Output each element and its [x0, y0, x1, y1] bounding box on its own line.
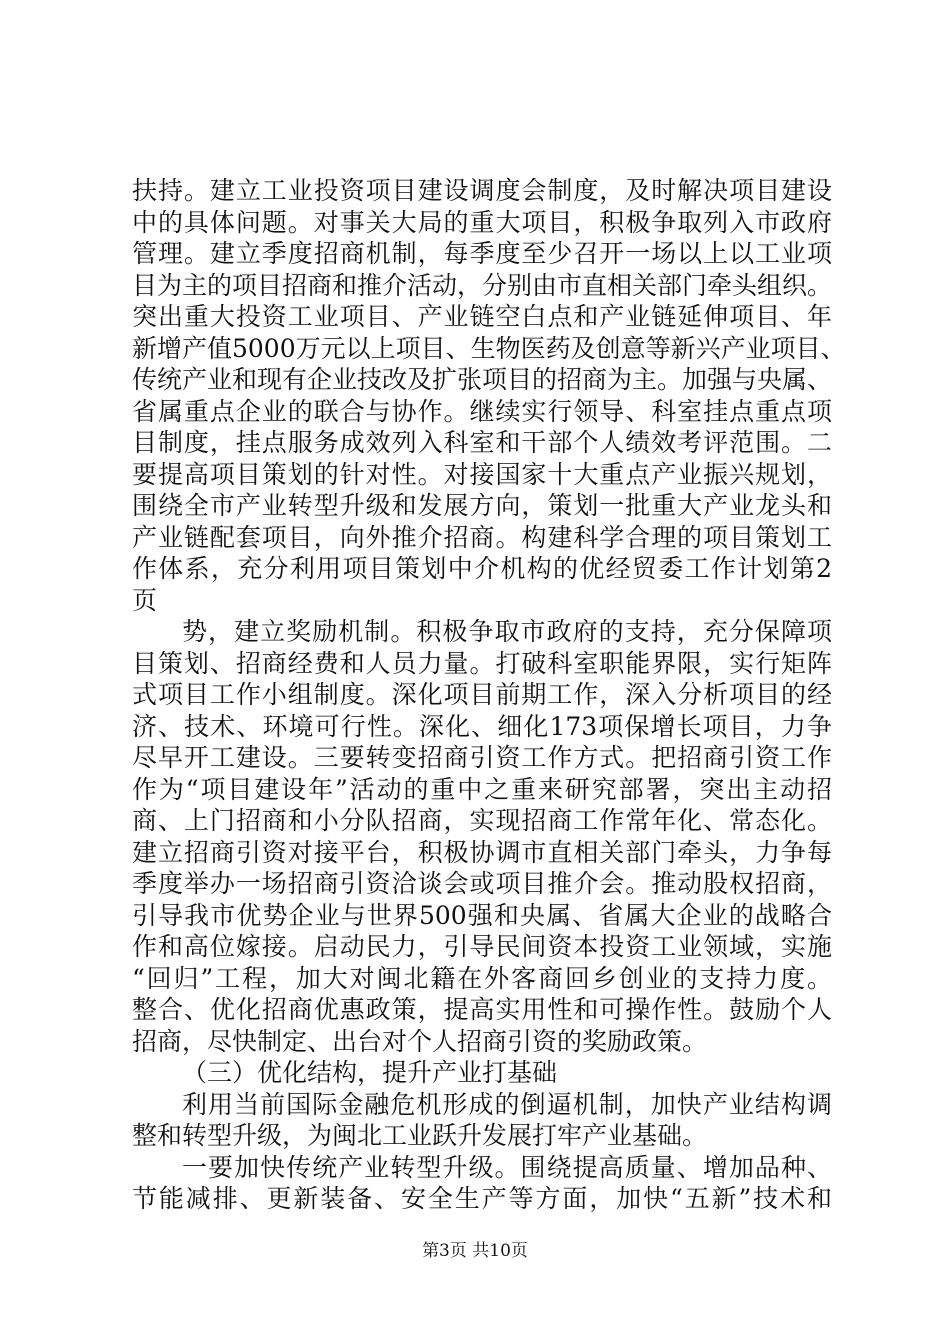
body-line: 中的具体问题。对事关大局的重大项目，积极争取列入市政府 — [132, 207, 832, 237]
body-line: 引导我市优势企业与世界500强和央属、省属大企业的战略合 — [132, 900, 832, 930]
body-line: 传统产业和现有企业技改及扩张项目的招商为主。加强与央属、 — [132, 365, 833, 394]
body-line: 整合、优化招商优惠政策，提高实用性和可操作性。鼓励个人 — [132, 995, 832, 1024]
body-line: 式项目工作小组制度。深化项目前期工作，深入分析项目的经 — [132, 680, 832, 709]
body-line: 利用当前国际金融危机形成的倒逼机制，加快产业结构调 — [182, 1089, 832, 1119]
body-line: 势，建立奖励机制。积极争取市政府的支持，充分保障项 — [182, 617, 832, 646]
page-footer: 第3页 共10页 — [422, 1241, 528, 1261]
body-line: 节能减排、更新装备、安全生产等方面，加快“五新”技术和 — [132, 1184, 832, 1213]
body-line: 扶持。建立工业投资项目建设调度会制度，及时解决项目建设 — [132, 176, 832, 205]
body-line: 围绕全市产业转型升级和发展方向，策划一批重大产业龙头和 — [132, 491, 832, 520]
section-heading: （三）优化结构，提升产业打基础 — [182, 1058, 558, 1087]
body-line: 目制度，挂点服务成效列入科室和干部个人绩效考评范围。二 — [132, 428, 832, 457]
body-line: 作体系，充分利用项目策划中介机构的优经贸委工作计划第2 — [132, 554, 832, 583]
body-line: 尽早开工建设。三要转变招商引资工作方式。把招商引资工作 — [132, 743, 832, 772]
body-line: 页 — [132, 585, 158, 615]
body-line: 新增产值5000万元以上项目、生物医药及创意等新兴产业项目、 — [132, 333, 846, 363]
body-line: 目为主的项目招商和推介活动，分别由市直相关部门牵头组织。 — [132, 270, 833, 300]
body-line: 管理。建立季度招商机制，每季度至少召开一场以上以工业项 — [132, 239, 832, 268]
body-line: 省属重点企业的联合与协作。继续实行领导、科室挂点重点项 — [132, 396, 832, 426]
body-line: 济、技术、环境可行性。深化、细化173项保增长项目，力争 — [132, 711, 832, 741]
body-line: 作为“项目建设年”活动的重中之重来研究部署，突出主动招 — [132, 774, 832, 804]
body-line: 季度举办一场招商引资洽谈会或项目推介会。推动股权招商， — [132, 869, 832, 898]
body-line: “回归”工程，加大对闽北籍在外客商回乡创业的支持力度。 — [132, 963, 832, 993]
body-line: 突出重大投资工业项目、产业链空白点和产业链延伸项目、年 — [132, 302, 832, 331]
body-line: 商、上门招商和小分队招商，实现招商工作常年化、常态化。 — [132, 806, 832, 835]
body-line: 整和转型升级，为闽北工业跃升发展打牢产业基础。 — [132, 1121, 708, 1150]
body-line: 建立招商引资对接平台，积极协调市直相关部门牵头，力争每 — [132, 837, 832, 867]
body-line: 要提高项目策划的针对性。对接国家十大重点产业振兴规划， — [132, 459, 832, 489]
body-line: 招商，尽快制定、出台对个人招商引资的奖励政策。 — [132, 1026, 708, 1056]
body-line: 产业链配套项目，向外推介招商。构建科学合理的项目策划工 — [132, 522, 832, 552]
body-line: 作和高位嫁接。启动民力，引导民间资本投资工业领域，实施 — [132, 932, 832, 961]
body-line: 目策划、招商经费和人员力量。打破科室职能界限，实行矩阵 — [132, 648, 832, 678]
body-line: 一要加快传统产业转型升级。围绕提高质量、增加品种、 — [182, 1152, 832, 1182]
